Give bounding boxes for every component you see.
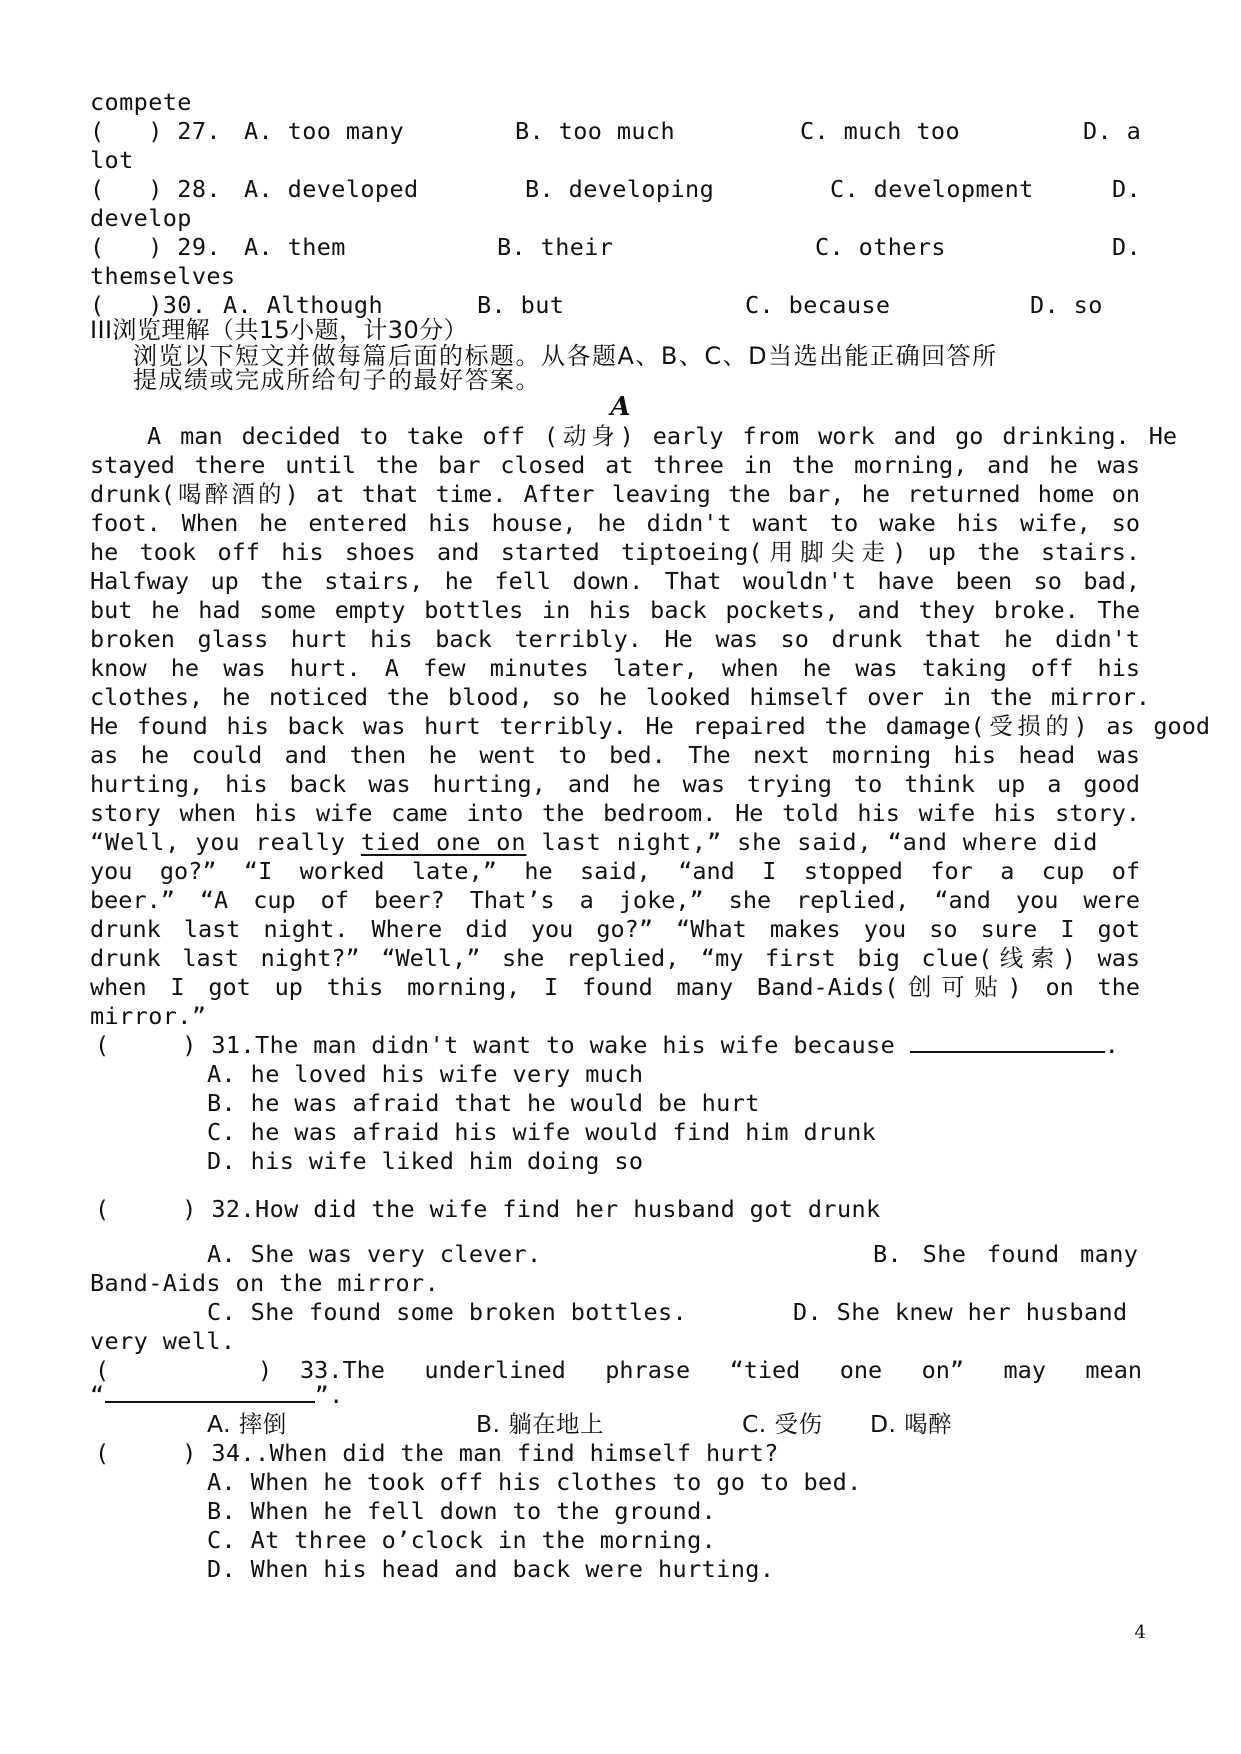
passage-text: “Well, you really: [90, 828, 361, 856]
q29-option-d-wrap: themselves: [90, 262, 236, 290]
q33-option-a: A. 摔倒: [207, 1410, 287, 1438]
q27-number: ( ) 27.: [90, 117, 221, 145]
passage-line: A man decided to take off (动身) early from work and go drinking. He: [147, 422, 1177, 450]
passage-line: know he was hurt. A few minutes later, when he was taking off his: [90, 654, 1140, 682]
q27-option-a: A. too many: [244, 117, 405, 145]
q34-option-a: A. When he took off his clothes to go to bed.: [207, 1468, 862, 1496]
section-heading: III浏览理解（共15小题，计30分）: [90, 316, 468, 344]
passage-line: foot. When he entered his house, he didn't want to wake his wife, so: [90, 509, 1140, 537]
q29-option-a: A. them: [244, 233, 346, 261]
q27-option-b: B. too much: [515, 117, 676, 145]
q27-option-c: C. much too: [800, 117, 961, 145]
page-number: 4: [1134, 1622, 1146, 1643]
passage-line: He found his back was hurt terribly. He repaired the damage(受损的) as good: [90, 712, 1210, 740]
q29-number: ( ) 29.: [90, 233, 221, 261]
passage-line: drunk last night. Where did you go?” “What makes you so sure I got: [90, 915, 1140, 943]
q28-option-b: B. developing: [525, 175, 715, 203]
passage-line: story when his wife came into the bedroom. He told his wife his story.: [90, 799, 1140, 827]
passage-line: when I got up this morning, I found many Band-Aids(创可贴) on the: [90, 973, 1140, 1001]
q32-option-b-wrap: Band-Aids on the mirror.: [90, 1269, 440, 1297]
q31-option-c: C. he was afraid his wife would find him drunk: [207, 1118, 877, 1146]
passage-text: last night,” she said, “and where did: [526, 828, 1099, 856]
q29-option-d: D.: [1112, 233, 1142, 261]
q30-number: ( )30.: [90, 291, 207, 319]
q29-option-b: B. their: [497, 233, 614, 261]
q33-answer-blank[interactable]: [105, 1381, 315, 1403]
q31-answer-blank[interactable]: [910, 1031, 1105, 1053]
q28-option-d-wrap: develop: [90, 204, 192, 232]
passage-line: broken glass hurt his back terribly. He was so drunk that he didn't: [90, 625, 1140, 653]
passage-line: you go?” “I worked late,” he said, “and I stopped for a cup of: [90, 857, 1140, 885]
q27-option-d: D. a: [1083, 117, 1142, 145]
passage-line: Halfway up the stairs, he fell down. That wouldn't have been so bad,: [90, 567, 1140, 595]
q32-option-d: D. She knew her husband: [793, 1298, 1128, 1326]
q34-stem: ( ) 34..When did the man find himself hurt?: [95, 1439, 779, 1467]
q29-option-c: C. others: [815, 233, 946, 261]
q31-option-b: B. he was afraid that he would be hurt: [207, 1089, 760, 1117]
q26-option-d-wrap: compete: [90, 88, 192, 116]
passage-line: mirror.”: [90, 1002, 207, 1030]
passage-line: stayed there until the bar closed at three in the morning, and he was: [90, 451, 1140, 479]
passage-line-underlined: [90, 828, 1098, 857]
section-instruction-line-1: 浏览以下短文并做每篇后面的标题。从各题A、B、C、D当选出能正确回答所: [133, 342, 998, 370]
passage-label: A: [610, 392, 631, 422]
q33-blank-line: [90, 1381, 344, 1410]
q31-option-a: A. he loved his wife very much: [207, 1060, 644, 1088]
q34-option-d: D. When his head and back were hurting.: [207, 1555, 775, 1583]
passage-line: drunk last night?” “Well,” she replied, “my first big clue(线索) was: [90, 944, 1140, 972]
passage-line: hurting, his back was hurting, and he was trying to think up a good: [90, 770, 1140, 798]
q30-option-d: D. so: [1030, 291, 1103, 319]
q33-option-b: B. 躺在地上: [476, 1410, 604, 1438]
q32-stem: ( ) 32.How did the wife find her husband got drunk: [95, 1195, 881, 1223]
q33-open-quote: “: [90, 1381, 105, 1409]
q31-stem-text: ( ) 31.The man didn't want to wake his wife because: [95, 1031, 896, 1059]
q34-option-c: C. At three o’clock in the morning.: [207, 1526, 717, 1554]
passage-line: clothes, he noticed the blood, so he looked himself over in the mirror.: [90, 683, 1150, 711]
q32-option-a: A. She was very clever.: [207, 1240, 542, 1268]
q31-option-d: D. his wife liked him doing so: [207, 1147, 644, 1175]
q28-number: ( ) 28.: [90, 175, 221, 203]
q34-option-b: B. When he fell down to the ground.: [207, 1497, 717, 1525]
passage-line: beer.” “A cup of beer? That’s a joke,” she replied, “and you were: [90, 886, 1140, 914]
q32-option-b: B. She found many: [873, 1240, 1139, 1268]
passage-line: as he could and then he went to bed. The next morning his head was: [90, 741, 1140, 769]
q33-close-quote: ”.: [314, 1381, 344, 1409]
passage-line: he took off his shoes and started tiptoeing(用脚尖走) up the stairs.: [90, 538, 1140, 566]
q33-stem: 33.The underlined phrase “tied one on” may mean: [300, 1356, 1142, 1384]
q28-option-d: D.: [1112, 175, 1142, 203]
q32-option-d-wrap: very well.: [90, 1327, 236, 1355]
passage-line: drunk(喝醉酒的) at that time. After leaving the bar, he returned home on: [90, 480, 1140, 508]
q27-option-d-wrap: lot: [90, 146, 134, 174]
q32-option-c: C. She found some broken bottles.: [207, 1298, 688, 1326]
underlined-phrase: tied one on: [360, 828, 527, 856]
q31-stem: [95, 1031, 1119, 1060]
q31-stem-end: .: [1104, 1031, 1120, 1059]
passage-line: but he had some empty bottles in his back pockets, and they broke. The: [90, 596, 1140, 624]
q30-option-c: C. because: [745, 291, 891, 319]
q33-option-c: C. 受伤: [742, 1410, 823, 1438]
q28-option-c: C. development: [830, 175, 1034, 203]
q33-paren-close: ): [258, 1356, 273, 1384]
q30-option-a: A. Although: [223, 291, 384, 319]
q33-paren-open: (: [95, 1356, 110, 1384]
q28-option-a: A. developed: [244, 175, 419, 203]
q30-option-b: B. but: [477, 291, 565, 319]
q33-option-d: D. 喝醉: [870, 1410, 953, 1438]
section-instruction-line-2: 提成绩或完成所给句子的最好答案。: [133, 366, 541, 394]
